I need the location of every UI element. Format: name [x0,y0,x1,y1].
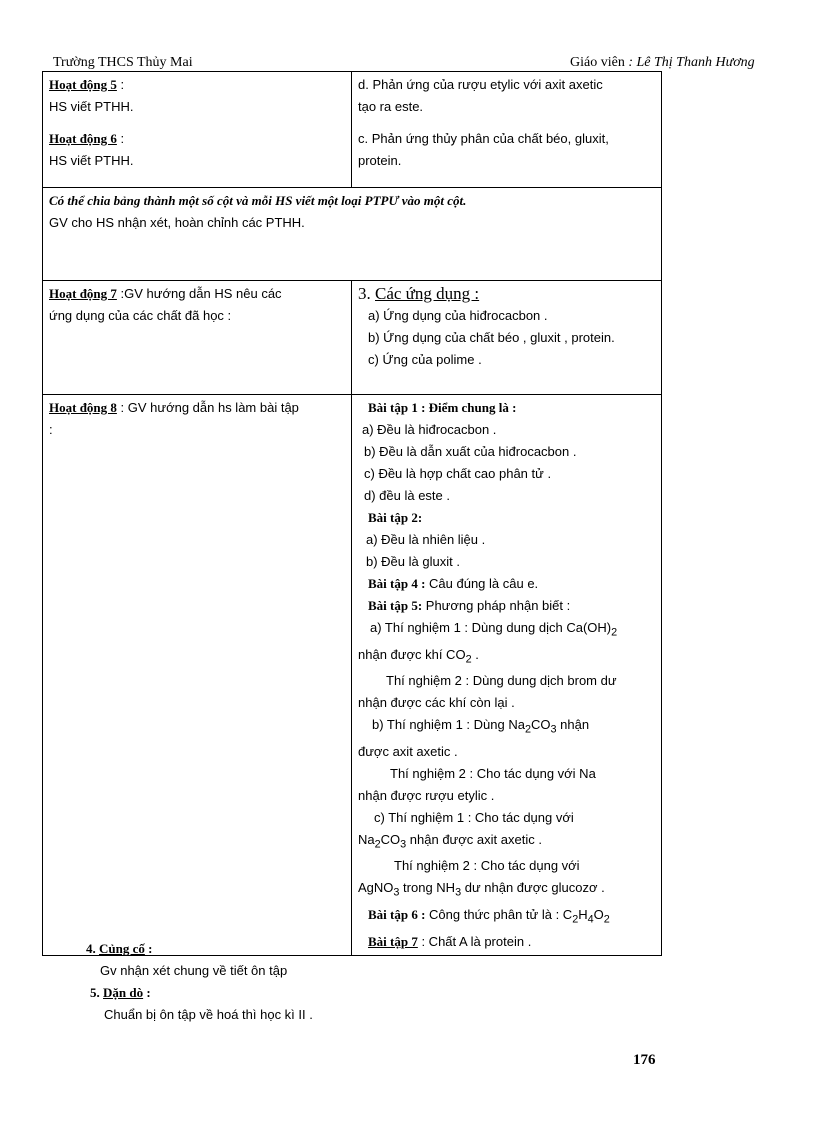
item-d-line: d. Phản ứng của rượu etylic với axit axetic [358,77,603,92]
exercise-1-title: Bài tập 1 : Điểm chung là : [368,400,517,415]
exercise-5-line: AgNO$_3$ trong $NH_3$ dư nhận được glucozơ . [358,880,605,899]
exercise-5-line: b) Thí nghiệm 1 : Dùng $Na_2CO_3$ nhận [372,717,590,736]
page-number: 176 [633,1052,656,1068]
table-cell-left: Hoạt động 7 :GV hướng dẫn HS nêu các ứng dụng của các chất đã học : [43,281,352,395]
exercise-5-line: Thí nghiệm 2 : Cho tác dụng với Na [390,765,596,781]
exercise-5-line: a) Thí nghiệm 1 : Dùng dung dịch $Ca(OH)_2$ [370,620,618,639]
note-text: GV cho HS nhận xét, hoàn chỉnh các PTHH. [49,215,305,230]
exercise-5: Bài tập 5: Phương pháp nhận biết : [368,598,571,613]
activity-5-heading: Hoạt động 5 [49,77,117,92]
section-4-text: Gv nhận xét chung về tiết ôn tập [100,963,288,978]
table-row [43,188,662,281]
item-c-line: c. Phản ứng thủy phân của chất béo, gluxit, [358,131,609,146]
school-name: Trường THCS Thủy Mai [53,55,193,70]
table-cell-left: Hoạt động 8 : GV hướng dẫn hs làm bài tập : [43,395,352,956]
activity-6-heading: Hoạt động 6 [49,131,117,146]
section-4-title: 4. Củng cố : [86,941,153,956]
exercise-6: Bài tập 6 : Công thức phân tử là : $C_2H_4O_2$ [368,906,610,926]
exercise-option: c) Đều là hợp chất cao phân tử . [364,466,552,481]
exercise-5-line: được axit axetic . [358,743,458,759]
activity-8-heading: Hoạt động 8 [49,400,117,415]
exercise-2-title: Bài tập 2: [368,510,423,525]
table-row [43,72,662,188]
activity-7-text: ứng dụng của các chất đã học : [49,308,232,323]
exercise-5-line: Thí nghiệm 2 : Cho tác dụng với [394,858,580,874]
activity-5-text: HS viết PTHH. [49,99,134,114]
table-cell-right [352,72,662,188]
exercise-5-line: c) Thí nghiệm 1 : Cho tác dụng với [374,809,574,825]
exercise-option: b) Đều là gluxit . [366,554,460,569]
table-cell-right [352,281,662,395]
activity-6-text: HS viết PTHH. [49,153,134,168]
activity-7-heading: Hoạt động 7 [49,286,117,301]
exercise-7: Bài tập 7 : Chất A là protein . [368,933,532,949]
table-cell-left: Hoạt động 5 : HS viết PTHH. Hoạt động 6 : HS viết PTHH. [43,72,352,188]
exercise-option: a) Đều là hiđrocacbon . [362,422,497,437]
exercise-5-line: Thí nghiệm 2 : Dùng dung dịch brom dư [386,673,617,689]
section-3-title: 3. Các ứng dụng : [358,284,480,303]
activity-8-text: : [49,422,53,437]
item-d-line: tạo ra este. [358,99,424,114]
table-cell-full [43,188,662,281]
teacher-info [570,55,755,71]
application-item: a) Ứng dụng của hiđrocacbon . [368,308,548,323]
table-cell-right [352,395,662,956]
exercise-5-line: nhận được khí $CO_2$ . [358,646,479,666]
table-row [43,281,662,395]
application-item: b) Ứng dụng của chất béo , gluxit , protein. [368,330,615,345]
exercise-option: d) đều là este . [364,488,450,503]
exercise-option: a) Đều là nhiên liệu . [366,532,486,547]
item-c-line: protein. [358,153,402,168]
exercise-4: Bài tập 4 : Câu đúng là câu e. [368,576,539,591]
exercise-5-line: nhận được rượu etylic . [358,787,495,803]
exercise-5-line: nhận được các khí còn lại . [358,695,515,711]
exercise-5-line: $Na_2CO_3$ nhận được axit axetic . [358,831,542,851]
exercise-option: b) Đều là dẫn xuất của hiđrocacbon . [364,444,577,459]
lesson-table [42,71,662,956]
table-row [43,395,662,956]
lesson-footer [86,938,313,1026]
teacher-name: : Lê Thị Thanh Hương [628,55,755,70]
teaching-note: Có thể chia bảng thành một số cột và mỗi HS viết một loại PTPƯ vào một cột. [49,193,467,208]
section-5-title: 5. Dặn dò : [90,985,151,1000]
teacher-label: Giáo viên [570,55,625,70]
section-5-text: Chuẩn bị ôn tập về hoá thì học kì II . [104,1007,313,1022]
application-item: c) Ứng của polime . [368,352,482,367]
